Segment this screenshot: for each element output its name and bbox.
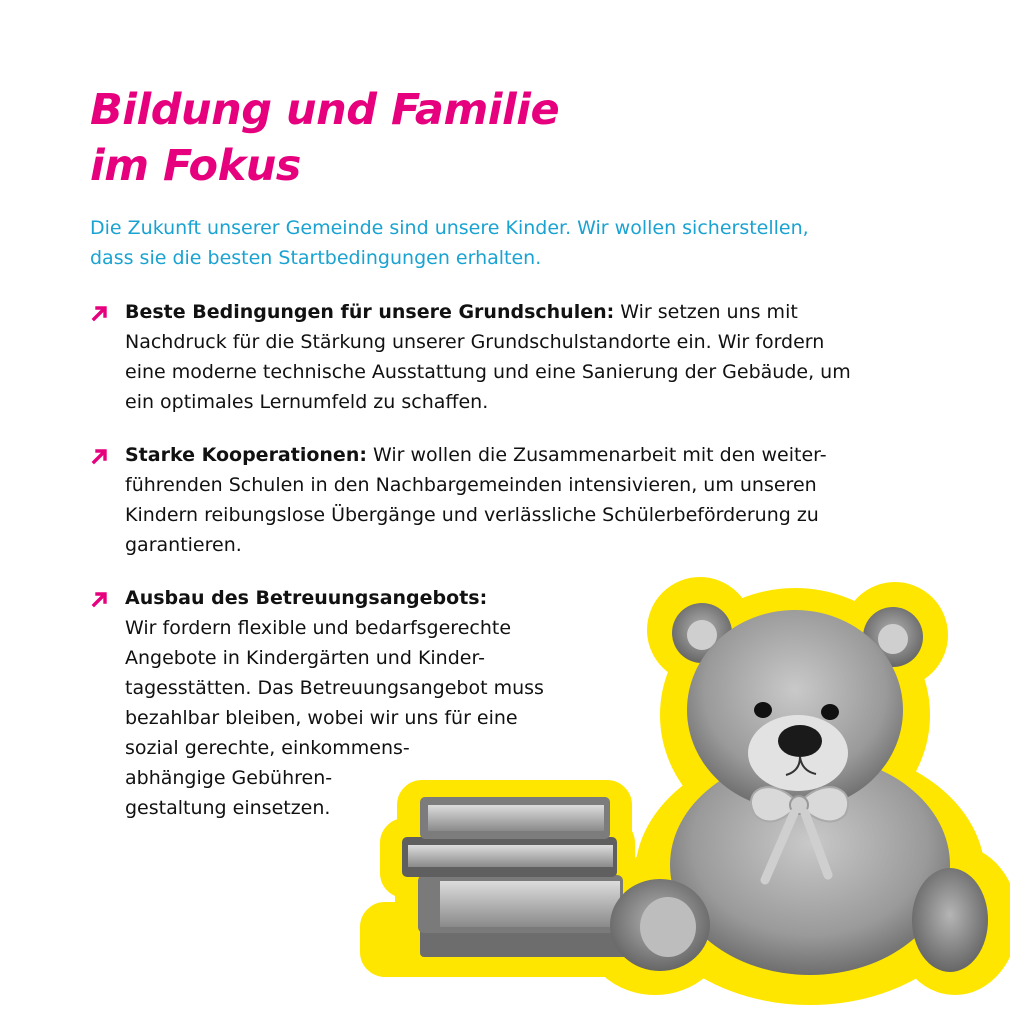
list-item-line: führenden Schulen in den Nachbargemeinden intensivieren, um unseren [125,474,817,496]
arrow-up-right-icon [90,589,110,609]
list-item-line: Kindern reibungslose Übergänge und verlässliche Schülerbeförderung zu [125,504,819,526]
list-item-line: Wir setzen uns mit [614,301,798,323]
list-item-heading: Ausbau des Betreuungsangebots: [125,587,488,609]
list-item-line: garantieren. [125,534,242,556]
arrow-up-right-icon [90,446,110,466]
list-item-heading: Beste Bedingungen für unsere Grundschulen: [125,301,615,323]
list-item-line: sozial gerechte, einkommens- [125,737,410,759]
intro-line-1: Die Zukunft unserer Gemeinde sind unsere Kinder. Wir wollen sicherstellen, [90,217,809,239]
list-item-line: Nachdruck für die Stärkung unserer Grundschulstandorte ein. Wir fordern [125,331,825,353]
list-item-line: Wir wollen die Zusammenarbeit mit den weiter- [366,444,827,466]
list-item-line: bezahlbar bleiben, wobei wir uns für eine [125,707,518,729]
page-title [90,82,559,194]
title-line-1: Bildung und Familie [90,85,560,135]
list-item-line: ein optimales Lernumfeld zu schaffen. [125,391,489,413]
intro-paragraph [90,213,950,273]
list-item-line: Angebote in Kindergärten und Kinder- [125,647,485,669]
intro-line-2: dass sie die besten Startbedingungen erhalten. [90,247,542,269]
list-item-line: gestaltung einsetzen. [125,797,331,819]
title-line-2: im Fokus [90,141,301,191]
list-item-line: eine moderne technische Ausstattung und eine Sanierung der Gebäude, um [125,361,851,383]
list-item-heading: Starke Kooperationen: [125,444,367,466]
list-item-line: Wir fordern flexible und bedarfsgerechte [125,617,512,639]
list-item-text [125,440,935,560]
book-stack [402,797,635,957]
list-item-line: tagesstätten. Das Betreuungsangebot muss [125,677,544,699]
teddy-bear-with-books-image [350,575,1010,1005]
list-item-text [125,297,935,417]
arrow-up-right-icon [90,303,110,323]
list-item-line: abhängige Gebühren- [125,767,333,789]
